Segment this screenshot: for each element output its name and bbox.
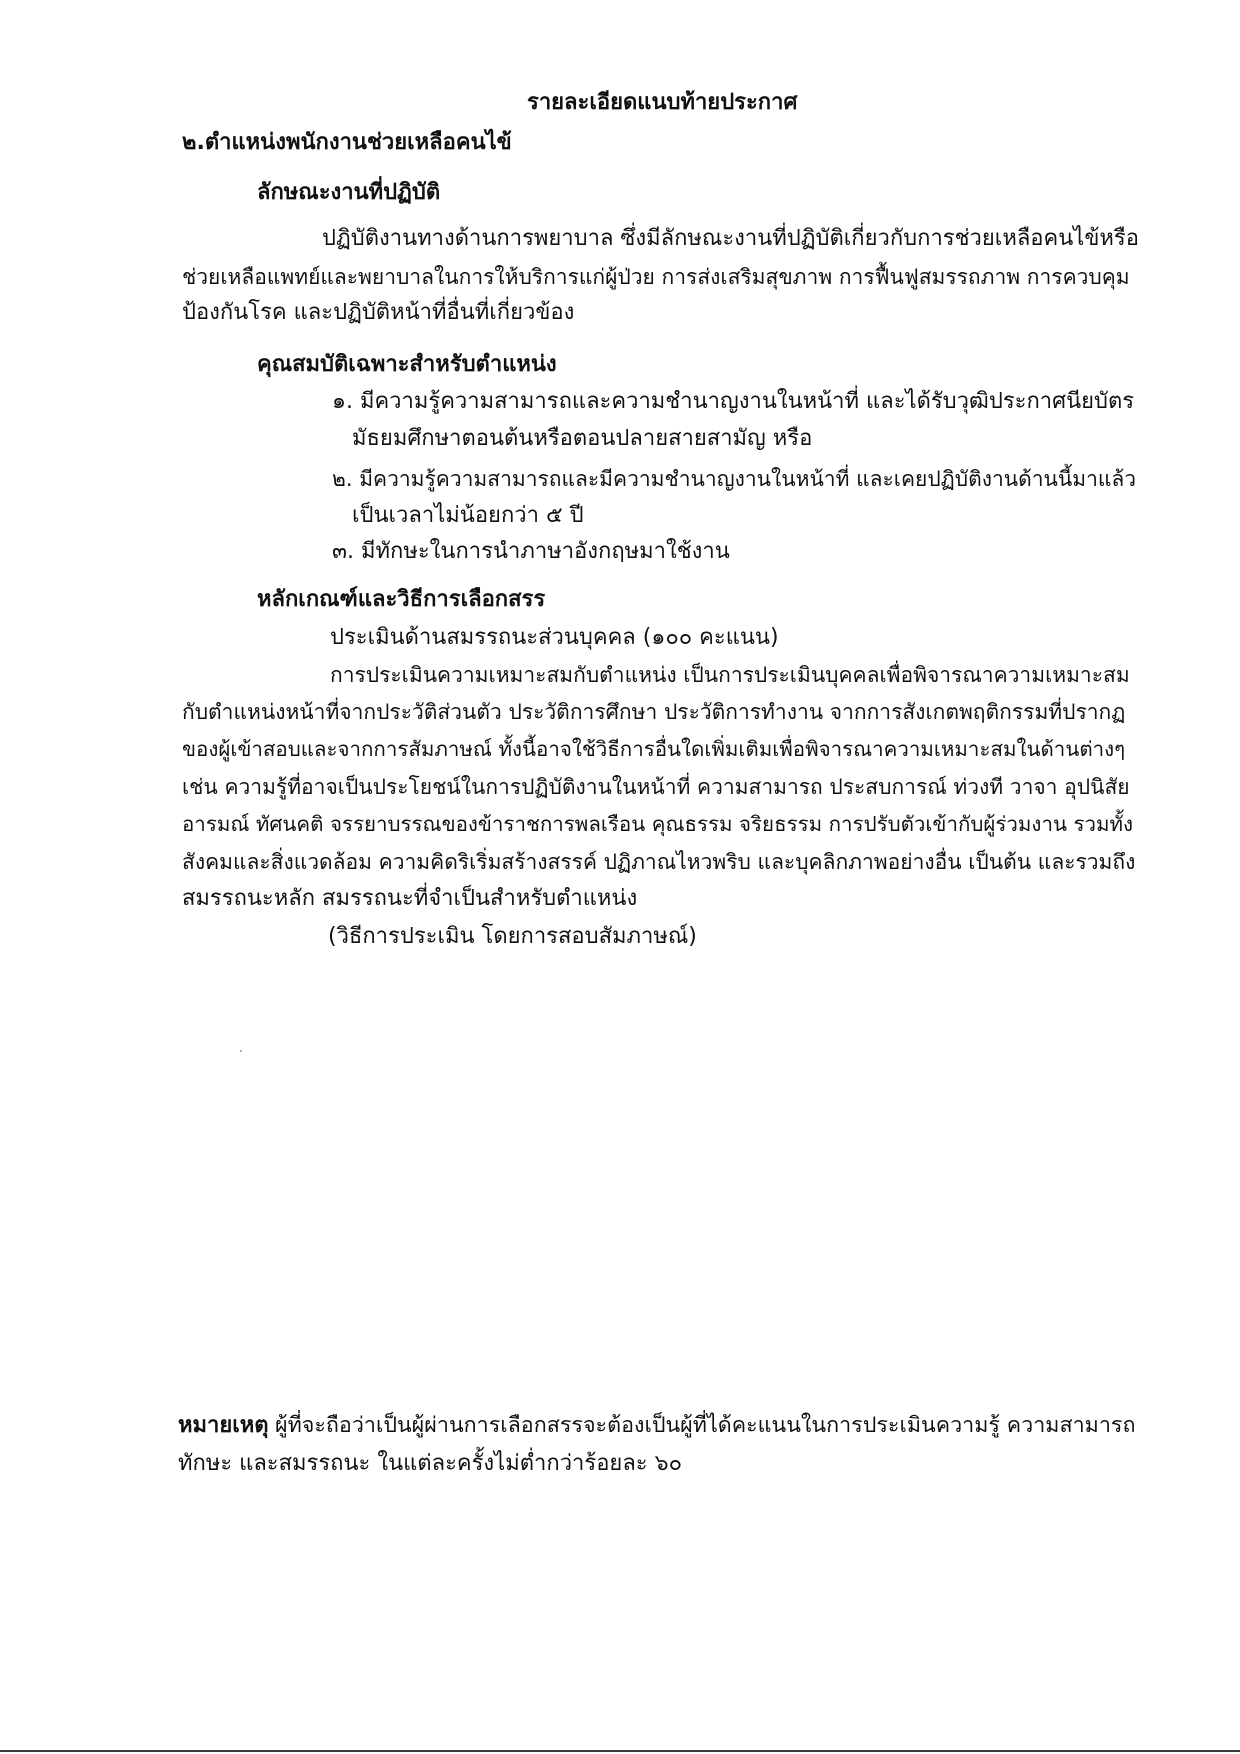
document-title: รายละเอียดแนบท้ายประกาศ — [527, 90, 798, 115]
qualification-item-2-cont: เป็นเวลาไม่น้อยกว่า ๕ ปี — [352, 503, 584, 528]
note-line: ทักษะ และสมรรถนะ ในแต่ละครั้งไม่ต่ำกว่าร้อยละ ๖๐ — [178, 1451, 683, 1476]
duties-line: ช่วยเหลือแพทย์และพยาบาลในการให้บริการแก่ผู้ป่วย การส่งเสริมสุขภาพ การฟื้นฟูสมรรถภาพ การควบคุม — [182, 265, 1130, 289]
selection-line: สังคมและสิ่งแวดล้อม ความคิดริเริ่มสร้างสรรค์ ปฏิภาณไหวพริบ และบุคลิกภาพอย่างอื่น เป็นต้น และรวมถึง — [182, 850, 1136, 874]
qualification-item-2: ๒. มีความรู้ความสามารถและมีความชำนาญงานในหน้าที่ และเคยปฏิบัติงานด้านนี้มาแล้ว — [332, 467, 1137, 491]
position-heading: ๒.ตำแหน่งพนักงานช่วยเหลือคนไข้ — [182, 130, 512, 155]
selection-line: การประเมินความเหมาะสมกับตำแหน่ง เป็นการประเมินบุคคลเพื่อพิจารณาความเหมาะสม — [330, 663, 1130, 687]
scan-speck — [240, 1050, 242, 1052]
qualification-item-3: ๓. มีทักษะในการนำภาษาอังกฤษมาใช้งาน — [332, 539, 730, 564]
selection-line: กับตำแหน่งหน้าที่จากประวัติส่วนตัว ประวัติการศึกษา ประวัติการทำงาน จากการสังเกตพฤติกรรมที่ปรากฏ — [182, 700, 1126, 724]
qualification-item-1: ๑. มีความรู้ความสามารถและความชำนาญงานในหน้าที่ และได้รับวุฒิประกาศนียบัตร — [332, 389, 1135, 414]
selection-heading: หลักเกณฑ์และวิธีการเลือกสรร — [257, 587, 546, 612]
selection-method: (วิธีการประเมิน โดยการสอบสัมภาษณ์) — [328, 924, 697, 949]
selection-score-line: ประเมินด้านสมรรถนะส่วนบุคคล (๑๐๐ คะแนน) — [330, 625, 779, 650]
scan-edge-line — [0, 1750, 1240, 1752]
note-line: ผู้ที่จะถือว่าเป็นผู้ผ่านการเลือกสรรจะต้องเป็นผู้ที่ได้คะแนนในการประเมินความรู้ ความสามารถ — [275, 1413, 1136, 1438]
selection-line: อารมณ์ ทัศนคติ จรรยาบรรณของข้าราชการพลเรือน คุณธรรม จริยธรรม การปรับตัวเข้ากับผู้ร่วมงาน รวมทั้ง — [182, 812, 1134, 836]
selection-line: เช่น ความรู้ที่อาจเป็นประโยชน์ในการปฏิบัติงานในหน้าที่ ความสามารถ ประสบการณ์ ท่วงที วาจา อุปนิสัย — [182, 775, 1130, 799]
qualification-item-1-cont: มัธยมศึกษาตอนต้นหรือตอนปลายสายสามัญ หรือ — [352, 426, 813, 451]
qualifications-heading: คุณสมบัติเฉพาะสำหรับตำแหน่ง — [257, 352, 557, 377]
selection-line: ของผู้เข้าสอบและจากการสัมภาษณ์ ทั้งนี้อาจใช้วิธีการอื่นใดเพิ่มเติมเพื่อพิจารณาความเหมาะสมในด้านต่างๆ — [182, 737, 1126, 761]
selection-line: สมรรถนะหลัก สมรรถนะที่จำเป็นสำหรับตำแหน่ง — [182, 886, 638, 911]
duties-heading: ลักษณะงานที่ปฏิบัติ — [257, 180, 441, 205]
duties-line: ป้องกันโรค และปฏิบัติหน้าที่อื่นที่เกี่ยวข้อง — [182, 300, 575, 325]
note-label: หมายเหตุ — [178, 1413, 269, 1438]
duties-line: ปฏิบัติงานทางด้านการพยาบาล ซึ่งมีลักษณะงานที่ปฏิบัติเกี่ยวกับการช่วยเหลือคนไข้หรือ — [322, 226, 1139, 251]
